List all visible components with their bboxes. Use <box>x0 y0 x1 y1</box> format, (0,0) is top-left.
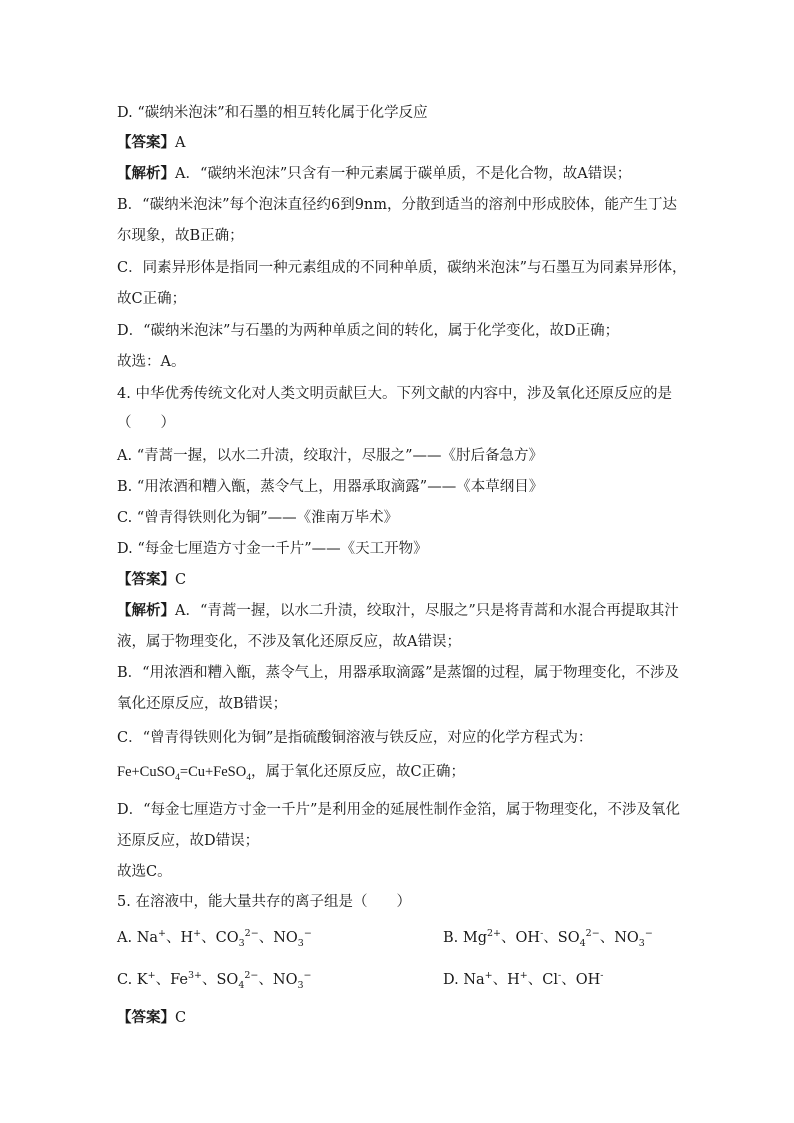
text-fragment: 、 <box>492 972 508 988</box>
option-label: A. <box>117 930 137 946</box>
text-fragment: NO <box>272 972 298 988</box>
answer-tag: 【答案】 <box>117 134 175 151</box>
q4-explanation-4a: D．“每金七厘造方寸金一千片”是利用金的延展性制作金箔，属于物理变化，不涉及氧化 <box>117 802 680 818</box>
text-fragment: H <box>180 930 194 946</box>
text-fragment: - <box>540 928 544 940</box>
q4-explanation-3: C．“曾青得铁则化为铜”是指硫酸铜溶液与铁反应，对应的化学方程式为： <box>117 730 593 746</box>
q4-explanation-1a <box>117 601 679 621</box>
option-label: C. <box>117 972 137 988</box>
q3-explanation-3b: 故C正确； <box>117 291 187 307</box>
q3-explanation-1 <box>117 164 631 184</box>
formula-part: Fe+CuSO <box>117 764 176 780</box>
formula-subscript: 4 <box>175 772 180 783</box>
text-fragment: Fe <box>170 972 188 988</box>
text-fragment: 2− <box>244 928 259 940</box>
text-fragment: 4 <box>579 937 586 949</box>
text-fragment: 、 <box>201 930 216 946</box>
text-fragment: 、 <box>258 972 273 988</box>
text-fragment: CO <box>215 930 239 946</box>
text-fragment: 、 <box>166 930 181 946</box>
chemical-equation <box>117 764 251 783</box>
text-fragment: 3 <box>297 937 304 949</box>
text-fragment: Na <box>136 930 159 946</box>
text-fragment: - <box>558 970 562 982</box>
formula-suffix: ，属于氧化还原反应，故C正确； <box>250 764 466 780</box>
q5-option-a <box>117 928 312 948</box>
q5-option-b <box>443 928 653 948</box>
text-fragment: + <box>193 928 202 940</box>
q3-explanation-2b: 尔现象，故B正确； <box>117 228 244 244</box>
option-label: D. <box>443 972 464 988</box>
text-fragment: OH <box>515 930 541 946</box>
q5-option-c <box>117 970 311 990</box>
q5-stem: 5. 在溶液中，能大量共存的离子组是（ ） <box>117 894 411 910</box>
explanation-text: A．“碳纳米泡沫”只含有一种元素属于碳单质，不是化合物，故A错误； <box>175 166 632 182</box>
text-fragment: 2+ <box>487 928 502 940</box>
text-fragment: 、 <box>501 930 516 946</box>
text-fragment: + <box>158 928 167 940</box>
text-fragment: OH <box>575 972 601 988</box>
answer-value: C <box>175 1010 187 1026</box>
option-label: B. <box>443 930 463 946</box>
q3-option-d: D. “碳纳米泡沫”和石墨的相互转化属于化学反应 <box>117 105 428 121</box>
formula-part: =Cu+FeSO <box>179 764 247 780</box>
text-fragment: 、 <box>543 930 558 946</box>
q5-option-d <box>443 970 603 990</box>
q4-explanation-1b: 液，属于物理变化，不涉及氧化还原反应，故A错误； <box>117 634 461 650</box>
text-fragment: NO <box>614 930 639 946</box>
formula-subscript: 4 <box>246 772 251 783</box>
text-fragment: 、 <box>201 972 217 988</box>
text-fragment: Mg <box>462 930 488 946</box>
q3-explanation-2a: B．“碳纳米泡沫”每个泡沫直径约6到9nm，分散到适当的溶剂中形成胶体，能产生丁达 <box>117 197 678 213</box>
q3-answer <box>117 133 185 153</box>
text-fragment: H <box>507 972 520 988</box>
q3-explanation-3a: C．同素异形体是指同一种元素组成的不同种单质，碳纳米泡沫”与石墨互为同素异形体， <box>117 260 687 276</box>
text-fragment: - <box>600 970 604 982</box>
text-fragment: + <box>147 970 156 982</box>
q4-answer <box>117 570 186 590</box>
q4-stem-b: （ ） <box>117 415 175 431</box>
q4-explanation-2b: 氧化还原反应，故B错误； <box>117 696 288 712</box>
q3-choose: 故选：A。 <box>117 354 186 370</box>
text-fragment: 、 <box>599 930 615 946</box>
text-fragment: 、 <box>527 972 543 988</box>
q3-explanation-4: D．“碳纳米泡沫”与石墨的为两种单质之间的转化，属于化学变化，故D正确； <box>117 323 620 339</box>
q5-answer <box>117 1008 186 1028</box>
q4-option-d: D. “每金七厘造方寸金一千片”——《天工开物》 <box>117 541 428 557</box>
q4-explanation-4b: 还原反应，故D错误； <box>117 833 260 849</box>
answer-tag: 【答案】 <box>117 1009 175 1026</box>
explanation-tag: 【解析】 <box>117 165 175 182</box>
answer-value: C <box>175 572 187 588</box>
q4-option-b: B. “用浓酒和糟入甑，蒸令气上，用器承取滴露”——《本草纲目》 <box>117 479 544 495</box>
text-fragment: + <box>484 970 493 982</box>
q4-stem-a: 4. 中华优秀传统文化对人类文明贡献巨大。下列文献的内容中，涉及氧化还原反应的是 <box>117 386 672 402</box>
text-fragment: 3 <box>297 979 304 991</box>
answer-tag: 【答案】 <box>117 571 175 588</box>
q4-formula-line <box>117 762 465 782</box>
q4-choose: 故选C。 <box>117 864 172 880</box>
q4-explanation-2a: B．“用浓酒和糟入甑，蒸令气上，用器承取滴露”是蒸馏的过程，属于物理变化，不涉及 <box>117 665 679 681</box>
text-fragment: 3+ <box>187 970 202 982</box>
explanation-tag: 【解析】 <box>117 602 175 619</box>
text-fragment: 、 <box>155 972 171 988</box>
text-fragment: 3 <box>238 937 245 949</box>
text-fragment: 、 <box>561 972 576 988</box>
text-fragment: Cl <box>542 972 558 988</box>
text-fragment: − <box>303 970 312 982</box>
text-fragment: + <box>519 970 528 982</box>
text-fragment: 、 <box>258 930 274 946</box>
text-fragment: SO <box>216 972 239 988</box>
text-fragment: 3 <box>638 937 645 949</box>
text-fragment: 2− <box>585 928 600 940</box>
text-fragment: 4 <box>238 979 245 991</box>
explanation-text: A．“青蒿一握，以水二升渍，绞取汁，尽服之”只是将青蒿和水混合再提取其汁 <box>175 603 679 619</box>
q4-option-c: C. “曾青得铁则化为铜”——《淮南万毕术》 <box>117 510 399 526</box>
text-fragment: − <box>644 928 653 940</box>
text-fragment: K <box>136 972 148 988</box>
answer-value: A <box>175 135 186 151</box>
text-fragment: − <box>303 928 312 940</box>
text-fragment: Na <box>463 972 485 988</box>
text-fragment: SO <box>557 930 580 946</box>
text-fragment: NO <box>273 930 298 946</box>
text-fragment: 2− <box>244 970 259 982</box>
q4-option-a: A. “青蒿一握，以水二升渍，绞取汁，尽服之”——《肘后备急方》 <box>117 448 544 464</box>
